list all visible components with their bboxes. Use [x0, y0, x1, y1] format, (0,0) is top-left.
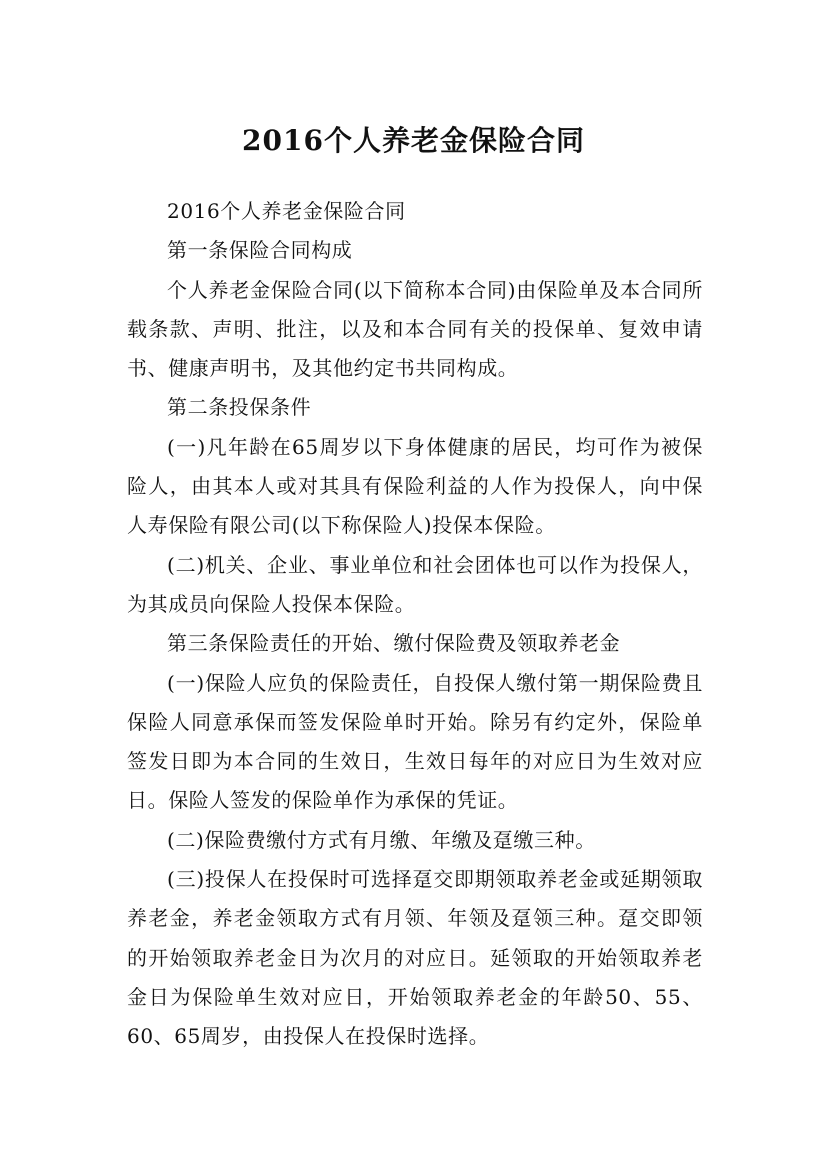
article-3-clause-1: (一)保险人应负的保险责任，自投保人缴付第一期保险费且保险人同意承保而签发保险单时开始。除另有约定外，保险单签发日即为本合同的生效日，生效日每年的对应日为生效对应日。保险人签发的保险单作为承保的凭证。 — [127, 670, 703, 813]
document-title: 2016个人养老金保险合同 — [242, 123, 585, 157]
article-3-clause-3: (三)投保人在投保时可选择趸交即期领取养老金或延期领取养老金，养老金领取方式有月领、年领及趸领三种。趸交即领的开始领取养老金日为次月的对应日。延领取的开始领取养老金日为保险单生效对应日，开始领取养老金的年龄50、55、60、65周岁，由投保人在投保时选择。 — [127, 867, 703, 1049]
document-body — [127, 192, 703, 1057]
article-3-clause-2: (二)保险费缴付方式有月缴、年缴及趸缴三种。 — [167, 827, 596, 852]
article-2-clause-2: (二)机关、企业、事业单位和社会团体也可以作为投保人，为其成员向保险人投保本保险。 — [127, 552, 703, 616]
article-3-heading: 第三条保险责任的开始、缴付保险费及领取养老金 — [167, 631, 621, 656]
article-2-clause-1: (一)凡年龄在65周岁以下身体健康的居民，均可作为被保险人，由其本人或对其具有保险利益的人作为投保人，向中保人寿保险有限公司(以下称保险人)投保本保险。 — [127, 434, 703, 538]
article-1-text: 个人养老金保险合同(以下简称本合同)由保险单及本合同所载条款、声明、批注，以及和本合同有关的投保单、复效申请书、健康声明书，及其他约定书共同构成。 — [127, 277, 703, 381]
paragraph-heading-repeat: 2016个人养老金保险合同 — [167, 199, 406, 223]
article-1-heading: 第一条保险合同构成 — [167, 238, 353, 263]
article-2-heading: 第二条投保条件 — [167, 395, 312, 420]
